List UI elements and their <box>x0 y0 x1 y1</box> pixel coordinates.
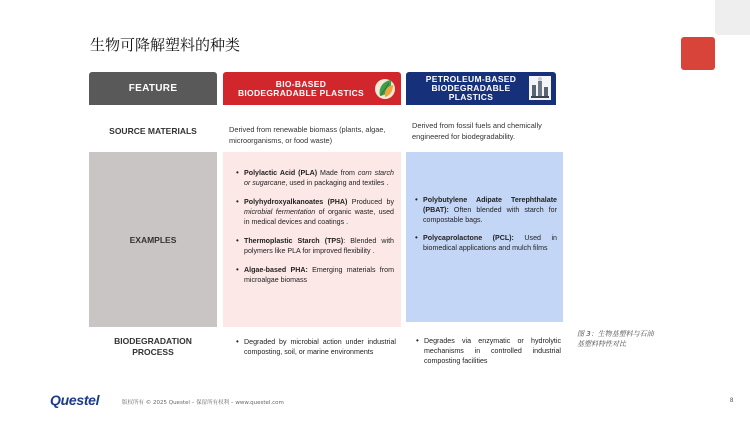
header-bio-line1: BIO-BASED <box>275 78 327 89</box>
header-feature-label: FEATURE <box>128 83 178 94</box>
header-petro-line2: BIODEGRADABLE <box>431 83 511 93</box>
row-label-biodegradation <box>89 336 217 358</box>
list-item: • Polycaprolactone (PCL): Used in biomedical applications and mulch films <box>415 233 557 253</box>
list-item: • Polylactic Acid (PLA) Made from corn starch or sugarcane, used in packaging and textiles . <box>236 168 394 188</box>
list-item: • Thermoplastic Starch (TPS): Blended with polymers like PLA for improved flexibility . <box>236 236 394 256</box>
header-petro-line3: PLASTICS <box>448 92 494 102</box>
list-item: • Polyhydroxyalkanoates (PHA) Produced by microbial fermentation of organic waste, used in medical devices and coatings . <box>236 197 394 227</box>
list-item: • Degrades via enzymatic or hydrolytic mechanisms in controlled industrial composting facilities <box>416 336 561 366</box>
examples-petro-list <box>415 195 557 261</box>
leaf-icon <box>374 76 396 100</box>
biodegradation-bio-list <box>236 337 396 357</box>
footer-copyright: 版权所有 © 2025 Questel – 保留所有权利 – www.questel.com <box>122 400 284 406</box>
header-bio-line2: BIODEGRADABLE PLASTICS <box>237 87 365 98</box>
page-title: 生物可降解塑料的种类 <box>90 36 241 54</box>
header-feature <box>89 72 217 105</box>
row-label-biodegradation-line2: PROCESS <box>132 347 174 357</box>
list-item: • Algae-based PHA: Emerging materials from microalgae biomass <box>236 265 394 285</box>
examples-label-cell <box>89 152 217 327</box>
header-petroleum-based <box>406 72 556 105</box>
accent-square <box>681 37 715 70</box>
biodegradation-petro-list <box>416 336 561 366</box>
row-label-examples: EXAMPLES <box>129 234 177 245</box>
row-label-biodegradation-line1: BIODEGRADATION <box>114 336 192 346</box>
oil-refinery-icon <box>529 76 551 100</box>
row-label-source-materials: SOURCE MATERIALS <box>109 126 197 136</box>
corner-decoration <box>715 0 750 35</box>
questel-logo: Questel <box>50 392 100 408</box>
source-bio-text: Derived from renewable biomass (plants, algae, microorganisms, or food waste) <box>229 125 386 145</box>
examples-bio-list <box>236 168 394 294</box>
list-item: • Polybutylene Adipate Terephthalate (PBAT): Often blended with starch for compostable bags. <box>415 195 557 225</box>
list-item: • Degraded by microbial action under industrial composting, soil, or marine environments <box>236 337 396 357</box>
figure-caption: 图 3：生物基塑料与石油基塑料特性对比 <box>577 330 654 348</box>
header-petro-line1: PETROLEUM-BASED <box>425 74 517 84</box>
header-bio-based <box>223 72 401 105</box>
page-number: 8 <box>730 398 734 404</box>
source-petro-text: Derived from fossil fuels and chemically engineered for biodegradability. <box>412 121 542 141</box>
